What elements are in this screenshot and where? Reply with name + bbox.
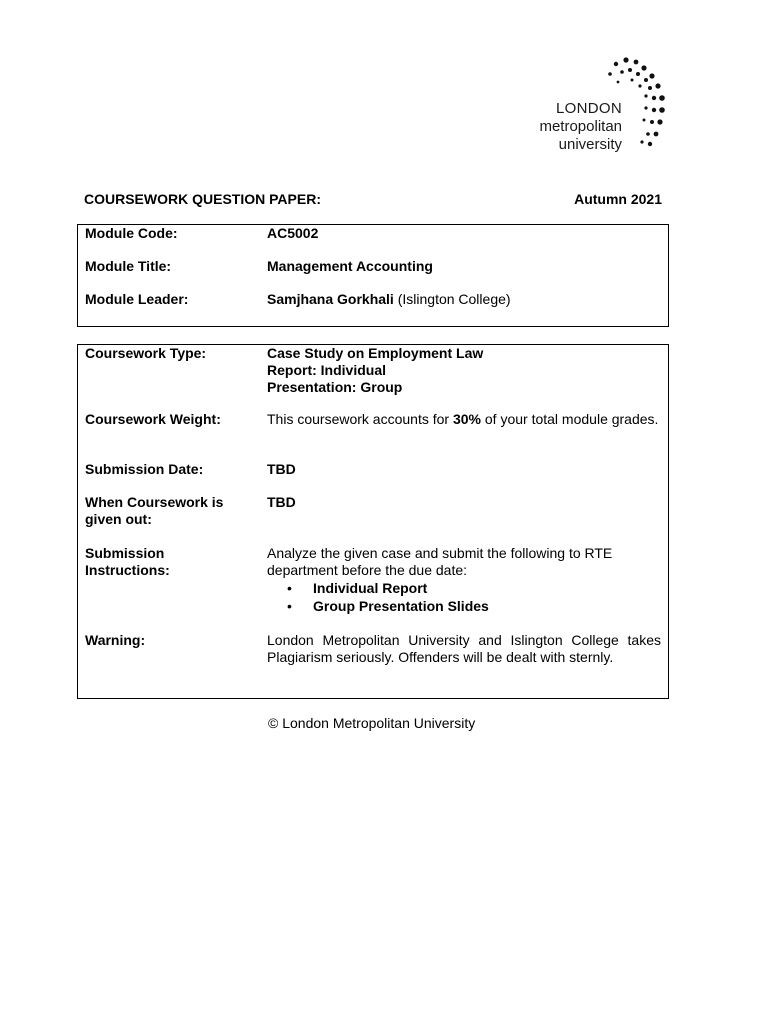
module-title-value: Management Accounting bbox=[267, 258, 433, 274]
paper-header bbox=[84, 191, 662, 207]
weight-text-post: of your total module grades. bbox=[484, 411, 659, 427]
module-info-box bbox=[77, 224, 669, 327]
list-item bbox=[267, 579, 661, 597]
instructions-text: Analyze the given case and submit the following to RTE department before the due date: bbox=[267, 545, 613, 578]
module-code-label: Module Code: bbox=[85, 225, 178, 241]
coursework-report-line: Report: Individual bbox=[267, 362, 386, 378]
warning-label: Warning: bbox=[85, 632, 146, 648]
module-code-value: AC5002 bbox=[267, 225, 319, 241]
instructions-list bbox=[267, 579, 661, 615]
bullet-icon: • bbox=[287, 580, 292, 596]
coursework-type-line: Case Study on Employment Law bbox=[267, 345, 484, 361]
coursework-type-label: Coursework Type: bbox=[85, 345, 207, 361]
copyright-icon: © bbox=[268, 715, 279, 731]
weight-text-pre: This coursework accounts for bbox=[267, 411, 450, 427]
logo-line-london: LONDON bbox=[556, 100, 622, 117]
weight-percentage: 30% bbox=[452, 411, 481, 427]
coursework-type-value bbox=[267, 345, 661, 396]
module-leader-name: Samjhana Gorkhali bbox=[267, 291, 394, 307]
bullet-icon: • bbox=[287, 598, 292, 614]
logo-line-metropolitan: metropolitan bbox=[539, 118, 622, 135]
submission-instructions-value bbox=[267, 545, 661, 615]
university-logo bbox=[526, 54, 686, 154]
module-title-label: Module Title: bbox=[85, 258, 172, 274]
given-out-label: When Coursework is given out: bbox=[85, 494, 224, 527]
coursework-weight-value bbox=[267, 411, 661, 428]
copyright-footer bbox=[268, 715, 475, 731]
list-item bbox=[267, 597, 661, 615]
logo-line-university: university bbox=[558, 136, 622, 153]
list-item-text: Group Presentation Slides bbox=[313, 598, 489, 614]
submission-date-label: Submission Date: bbox=[85, 461, 204, 477]
coursework-info-box bbox=[77, 344, 669, 699]
module-leader-affiliation: (Islington College) bbox=[397, 291, 511, 307]
paper-title: COURSEWORK QUESTION PAPER: bbox=[84, 191, 321, 207]
list-item-text: Individual Report bbox=[313, 580, 428, 596]
warning-text: London Metropolitan University and Islington College takes Plagiarism seriously. Offenders will be dealt with sternly. bbox=[267, 632, 661, 665]
submission-instructions-label: Submission Instructions: bbox=[85, 545, 170, 578]
coursework-presentation-line: Presentation: Group bbox=[267, 379, 403, 395]
coursework-weight-label: Coursework Weight: bbox=[85, 411, 221, 427]
paper-term: Autumn 2021 bbox=[574, 191, 662, 207]
submission-date-value: TBD bbox=[267, 461, 296, 477]
module-leader-label: Module Leader: bbox=[85, 291, 189, 307]
copyright-text: London Metropolitan University bbox=[282, 715, 476, 731]
module-leader-value bbox=[267, 291, 661, 308]
given-out-value: TBD bbox=[267, 494, 296, 510]
